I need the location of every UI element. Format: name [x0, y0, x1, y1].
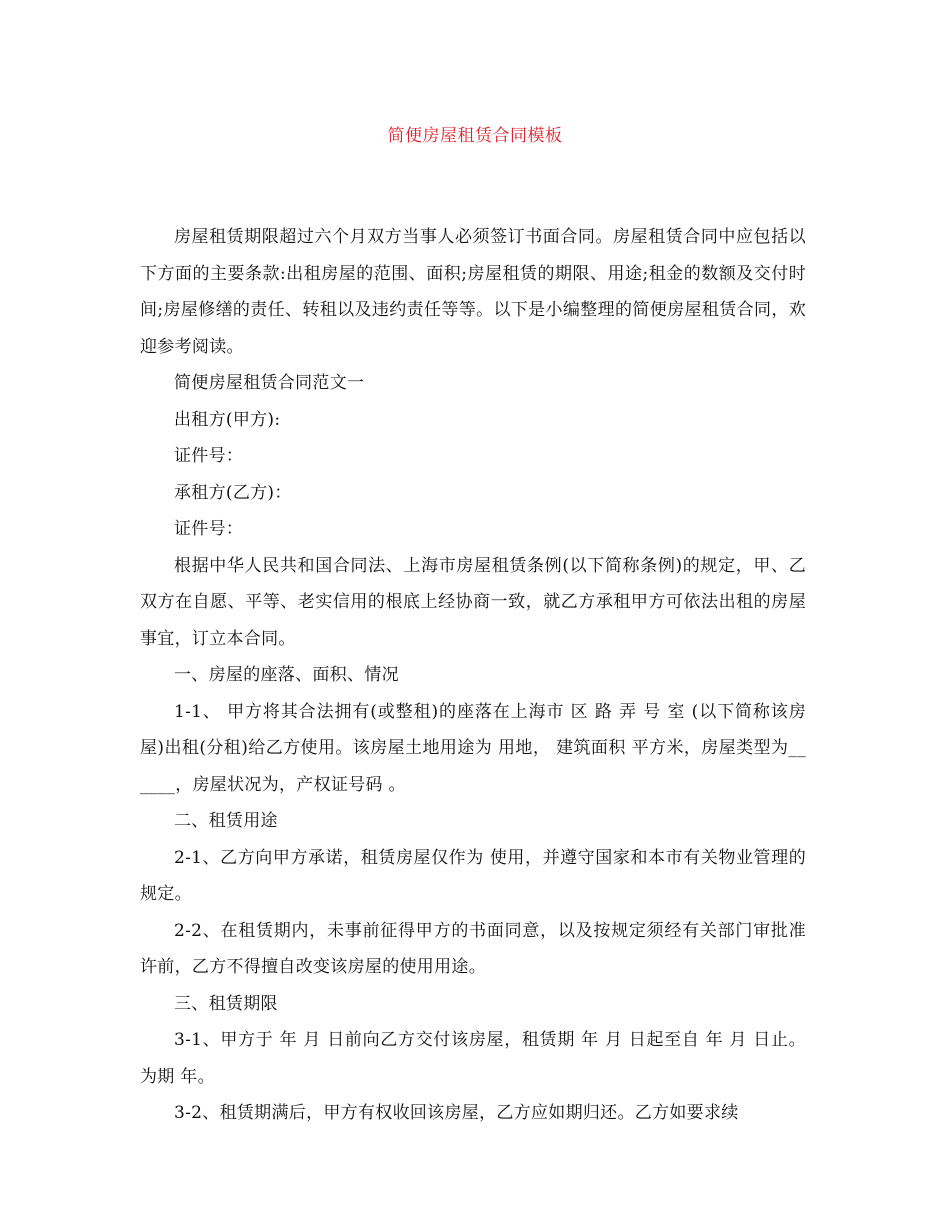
lessee-id-line: 证件号：	[174, 519, 244, 539]
sample-heading: 简便房屋租赁合同范文一	[174, 373, 365, 393]
clause-paragraph: 3-2、租赁期满后，甲方有权收回该房屋，乙方应如期归还。乙方如要求续	[174, 1103, 739, 1123]
clause-paragraph: 3-1、甲方于 年 月 日前向乙方交付该房屋，租赁期 年 月 日起至自 年 月 日止。为期 年。	[140, 1030, 806, 1087]
clause-paragraph: 2-1、乙方向甲方承诺，租赁房屋仅作为 使用，并遵守国家和本市有关物业管理的规定。	[140, 847, 806, 904]
clause-paragraph: 1-1、 甲方将其合法拥有(或整租)的座落在上海市 区 路 弄 号 室 (以下简称该房屋)出租(分租)给乙方使用。该房屋土地用途为 用地， 建筑面积 平方米，房屋类型为__ ____，房屋状况为，产权证号码 。	[140, 701, 806, 795]
section-heading: 二、租赁用途	[174, 811, 278, 831]
lessee-line: 承租方(乙方)：	[174, 482, 292, 503]
lessor-line: 出租方(甲方):	[174, 409, 281, 430]
preamble-paragraph: 根据中华人民共和国合同法、上海市房屋租赁条例(以下简称条例)的规定，甲、乙双方在自愿、平等、老实信用的根底上经协商一致，就乙方承租甲方可依法出租的房屋事宜，订立本合同。	[140, 555, 806, 649]
document-body	[140, 219, 806, 1132]
clause-paragraph: 2-2、在租赁期内，未事前征得甲方的书面同意，以及按规定须经有关部门审批准许前，乙方不得擅自改变该房屋的使用用途。	[140, 920, 806, 977]
section-heading: 一、房屋的座落、面积、情况	[174, 665, 399, 685]
document-title: 简便房屋租赁合同模板	[387, 126, 563, 146]
section-heading: 三、租赁期限	[174, 993, 278, 1014]
intro-paragraph: 房屋租赁期限超过六个月双方当事人必须签订书面合同。房屋租赁合同中应包括以下方面的主要条款:出租房屋的范围、面积;房屋租赁的期限、用途;租金的数额及交付时间;房屋修缮的责任、转租以及违约责任等等。以下是小编整理的简便房屋租赁合同，欢迎参考阅读。	[140, 227, 806, 357]
lessor-id-line: 证件号：	[174, 446, 244, 466]
